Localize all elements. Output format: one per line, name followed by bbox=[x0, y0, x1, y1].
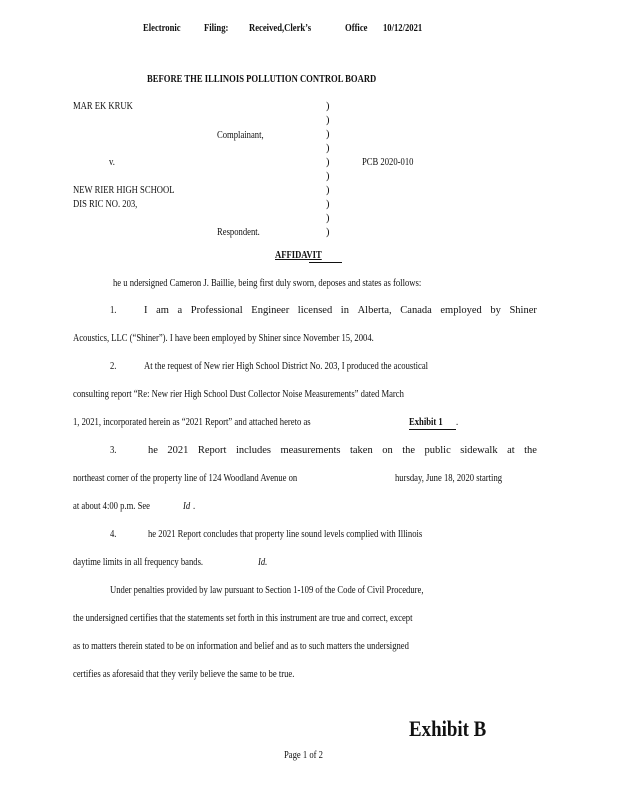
para3-word: he bbox=[148, 445, 158, 456]
para3-word: 2021 bbox=[167, 445, 189, 456]
para1-justified-line bbox=[144, 305, 537, 317]
versus-label: v. bbox=[109, 157, 115, 168]
caption-paren: ) bbox=[326, 227, 330, 238]
affidavit-title: AFFIDAVIT bbox=[275, 250, 322, 261]
para4-line2: daytime limits in all frequency bands. bbox=[73, 557, 204, 568]
para1-word: Alberta, bbox=[357, 305, 392, 316]
para3-justified-line bbox=[148, 445, 537, 457]
header-received: Received,Clerk’s bbox=[249, 23, 312, 34]
para1-line2: Acoustics, LLC (“Shiner”). I have been employed by Shiner since November 15, 2004. bbox=[73, 333, 374, 344]
caption-paren: ) bbox=[326, 171, 330, 182]
para3-line2-start: northeast corner of the property line of 124 Woodland Avenue on bbox=[73, 473, 298, 484]
para1-word: in bbox=[340, 305, 349, 316]
para2-period: . bbox=[456, 417, 459, 428]
closing-line4: certifies as aforesaid that they verily believe the same to be true. bbox=[73, 669, 295, 680]
para3-word: taken bbox=[349, 445, 373, 456]
para3-id-period: . bbox=[193, 501, 196, 512]
respondent-name-line2: DIS RIC NO. 203, bbox=[73, 199, 138, 210]
para3-word: the bbox=[524, 445, 537, 456]
caption-paren: ) bbox=[326, 199, 330, 210]
para2-line1: At the request of New rier High School District No. 203, I produced the acoustical bbox=[144, 361, 429, 372]
para1-word: Professional bbox=[190, 305, 243, 316]
para4-number: 4. bbox=[110, 529, 117, 540]
para1-number: 1. bbox=[110, 305, 117, 316]
para3-word: Report bbox=[197, 445, 227, 456]
para1-word: Engineer bbox=[251, 305, 290, 316]
para3-word: at bbox=[507, 445, 515, 456]
para1-word: by bbox=[490, 305, 501, 316]
exhibit-1-reference: Exhibit 1 bbox=[409, 417, 443, 428]
para1-word: Shiner bbox=[509, 305, 537, 316]
respondent-label: Respondent. bbox=[217, 227, 260, 238]
header-filing: Filing: bbox=[204, 23, 229, 34]
affidavit-title-underline bbox=[309, 262, 342, 263]
caption-paren: ) bbox=[326, 157, 330, 168]
caption-paren: ) bbox=[326, 101, 330, 112]
caption-paren: ) bbox=[326, 143, 330, 154]
para3-word: the bbox=[402, 445, 416, 456]
respondent-name-line1: NEW RIER HIGH SCHOOL bbox=[73, 185, 175, 196]
para1-word: Canada bbox=[400, 305, 432, 316]
para3-word: sidewalk bbox=[460, 445, 498, 456]
para2-line2: consulting report “Re: New rier High School Dust Collector Noise Measurements” dated March bbox=[73, 389, 404, 400]
para4-id-cite: Id. bbox=[258, 557, 268, 568]
para3-word: includes bbox=[235, 445, 271, 456]
para3-word: measurements bbox=[280, 445, 341, 456]
header-date: 10/12/2021 bbox=[383, 23, 423, 34]
para1-word: a bbox=[177, 305, 183, 316]
para3-line2-end: hursday, June 18, 2020 starting bbox=[395, 473, 503, 484]
para2-line3: 1, 2021, incorporated herein as “2021 Report” and attached hereto as bbox=[73, 417, 311, 428]
complainant-label: Complainant, bbox=[217, 130, 264, 141]
para4-line1: he 2021 Report concludes that property line sound levels complied with Illinois bbox=[148, 529, 423, 540]
para3-number: 3. bbox=[110, 445, 117, 456]
caption-paren: ) bbox=[326, 213, 330, 224]
header-office: Office bbox=[345, 23, 368, 34]
closing-line2: the undersigned certifies that the statements set forth in this instrument are true and correct, except bbox=[73, 613, 413, 624]
closing-line1: Under penalties provided by law pursuant to Section 1-109 of the Code of Civil Procedure, bbox=[110, 585, 424, 596]
header-electronic: Electronic bbox=[143, 23, 181, 34]
intro-text: he u ndersigned Cameron J. Baillie, being first duly sworn, deposes and states as follows: bbox=[113, 278, 422, 289]
caption-paren: ) bbox=[326, 185, 330, 196]
para3-line3: at about 4:00 p.m. See bbox=[73, 501, 151, 512]
para1-word: I bbox=[144, 305, 148, 316]
para3-id-cite: Id bbox=[183, 501, 191, 512]
caption-paren: ) bbox=[326, 115, 330, 126]
para1-word: licensed bbox=[297, 305, 333, 316]
para1-word: employed bbox=[440, 305, 482, 316]
caption-paren: ) bbox=[326, 129, 330, 140]
para2-number: 2. bbox=[110, 361, 117, 372]
exhibit-1-underline bbox=[409, 429, 456, 430]
case-number: PCB 2020-010 bbox=[362, 157, 414, 168]
para3-word: on bbox=[382, 445, 393, 456]
complainant-name: MAR EK KRUK bbox=[73, 101, 133, 112]
closing-line3: as to matters therein stated to be on information and belief and as to such matters the undersigned bbox=[73, 641, 409, 652]
page-number: Page 1 of 2 bbox=[284, 750, 323, 761]
para1-word: am bbox=[156, 305, 169, 316]
para3-word: public bbox=[424, 445, 451, 456]
board-title: BEFORE THE ILLINOIS POLLUTION CONTROL BOARD bbox=[147, 74, 377, 85]
exhibit-b-label: Exhibit B bbox=[409, 716, 487, 741]
